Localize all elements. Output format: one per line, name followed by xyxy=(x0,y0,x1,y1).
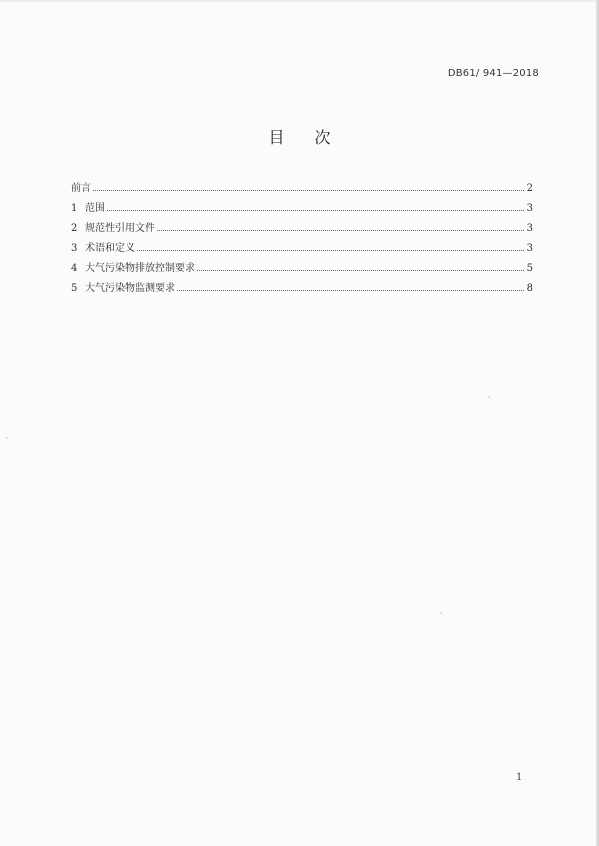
toc-entry-number: 5 xyxy=(71,283,78,294)
toc-entry-label: 大气污染物监测要求 xyxy=(85,283,175,294)
toc-entry-preface[interactable] xyxy=(71,174,533,194)
toc-leader-dots xyxy=(107,210,524,211)
toc-leader-dots xyxy=(197,270,524,271)
toc-entry-label: 前言 xyxy=(71,183,91,194)
toc-entry-label: 大气污染物排放控制要求 xyxy=(85,263,195,274)
standard-code: DB61/ 941—2018 xyxy=(447,68,539,79)
scan-speck xyxy=(488,396,490,398)
page-number: 1 xyxy=(516,772,523,783)
toc-entry-emission-control[interactable] xyxy=(71,254,533,274)
toc-entry-terms-definitions[interactable] xyxy=(71,234,533,254)
toc-leader-dots xyxy=(93,190,524,191)
toc-entry-scope[interactable] xyxy=(71,194,533,214)
toc-entry-page: 3 xyxy=(526,243,533,254)
toc-entry-page: 3 xyxy=(526,203,533,214)
toc-entry-page: 3 xyxy=(526,223,533,234)
toc-entry-page: 5 xyxy=(526,263,533,274)
toc-entry-number: 2 xyxy=(71,223,78,234)
toc-entry-normative-references[interactable] xyxy=(71,214,533,234)
toc-title xyxy=(0,125,599,148)
toc-leader-dots xyxy=(137,250,524,251)
toc-entry-page: 8 xyxy=(526,283,533,294)
toc-entry-page: 2 xyxy=(526,183,533,194)
toc-entry-number: 3 xyxy=(71,243,78,254)
toc-entry-label: 术语和定义 xyxy=(85,243,135,254)
toc-leader-dots xyxy=(177,290,524,291)
scan-speck xyxy=(440,612,442,614)
scan-top-edge xyxy=(0,0,599,2)
toc-entry-label: 范围 xyxy=(85,203,105,214)
toc-title-char-2: 次 xyxy=(314,128,331,147)
toc-entry-monitoring[interactable] xyxy=(71,274,533,294)
toc-entry-number: 1 xyxy=(71,203,78,214)
toc-entry-number: 4 xyxy=(71,263,78,274)
scan-speck xyxy=(6,437,8,439)
table-of-contents xyxy=(71,174,533,294)
toc-entry-label: 规范性引用文件 xyxy=(85,223,155,234)
toc-leader-dots xyxy=(157,230,524,231)
toc-title-char-1: 目 xyxy=(268,128,285,147)
